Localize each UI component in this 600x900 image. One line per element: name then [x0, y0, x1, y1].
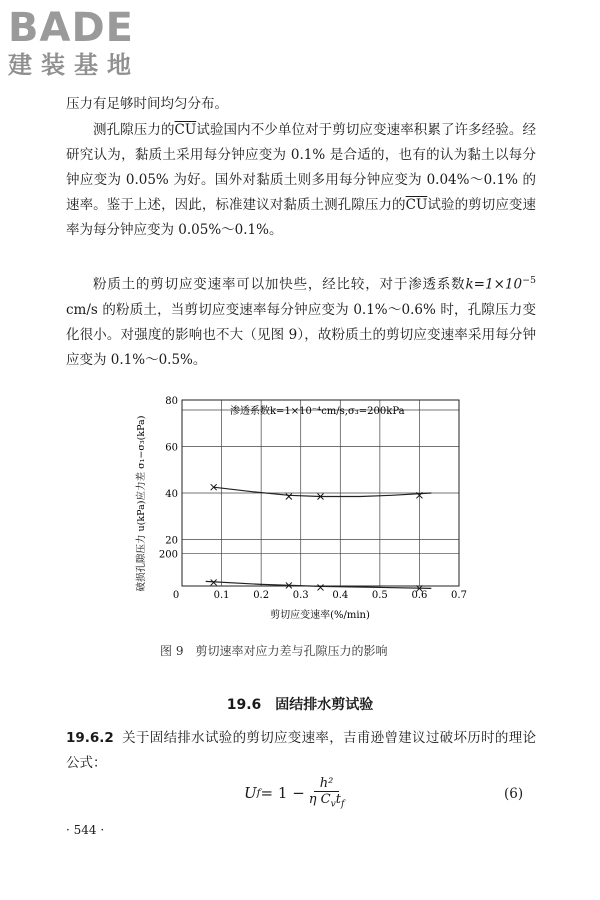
- chart-title: 渗透系数k=1×10⁻⁴cm/s,σ₃=200kPa: [230, 406, 405, 417]
- y-tick-labels: [165, 396, 178, 547]
- section-heading: 19.6 固结排水剪试验: [226, 697, 374, 713]
- page-number: · 544 ·: [66, 823, 105, 837]
- p2-mid: 试验国内不少单位对于剪切应变速率积累了许多经验。经研究认为，黏质土采用每分钟应变为 0.1% 是合适的，也有的认为黏土以每分钟应变为 0.05% 为好。国外对黏质土则多用每分钟应变为 0.04%～0.1% 的速率。鉴于上述，因此，标准建议对黏质土测孔隙压力的: [66, 122, 537, 213]
- x-tick-label: 0.7: [451, 590, 467, 601]
- x-tick-label: 0.5: [371, 590, 388, 601]
- formula-fraction: [309, 776, 345, 810]
- paragraph-silt: [66, 268, 536, 373]
- formula-denominator: [309, 792, 345, 810]
- figure-9-chart: [120, 388, 480, 628]
- formula-6: [244, 776, 344, 810]
- x-tick-label: 0.4: [332, 590, 349, 601]
- paragraph-continuation: 压力有足够时间均匀分布。: [66, 96, 228, 112]
- y-tick-label: 60: [165, 442, 178, 454]
- y-lower-tick-label: 200: [158, 549, 178, 561]
- x-tick-label: 0: [172, 590, 180, 601]
- pore-pressure-point: [318, 584, 324, 590]
- y-axis-label-upper: 应力差 σ₁−σ₃(kPa): [136, 415, 147, 501]
- formula-numerator: h²: [314, 776, 340, 792]
- chart-points: [211, 484, 423, 591]
- site-logo: [8, 6, 178, 80]
- paragraph-cu-test: [66, 118, 536, 243]
- y-axis-label-lower: 破损孔隙压力 u(kPa): [136, 500, 147, 592]
- p3-before: 粉质土的剪切应变速率可以加快些，经比较，对于渗透系数: [93, 276, 466, 293]
- y-tick-label: 20: [165, 535, 178, 547]
- cu-symbol: $\overline{CU}$: [405, 197, 428, 213]
- x-tick-label: 0.1: [213, 590, 230, 601]
- logo-subtitle: 建装基地: [8, 51, 140, 79]
- formula-lhs: U: [244, 783, 257, 802]
- x-axis-label: 剪切应变速率(%/min): [270, 610, 370, 621]
- p3-exp: −5: [522, 275, 536, 286]
- formula-lhs-sub: f: [256, 786, 261, 799]
- logo-wordmark: BADE: [8, 5, 134, 51]
- formula-mid: = 1 −: [260, 783, 305, 802]
- x-tick-label: 0.6: [411, 590, 428, 601]
- x-tick-labels: [173, 590, 467, 601]
- cu-symbol: $\overline{CU}$: [174, 122, 197, 138]
- x-tick-label: 0.2: [253, 590, 270, 601]
- den-t: t: [335, 792, 342, 807]
- y-lower-tick-labels: [159, 549, 178, 628]
- figure-caption: 图 9 剪切速率对应力差与孔隙压力的影响: [160, 644, 388, 658]
- chart-curves: [206, 487, 432, 588]
- p3-after: cm/s 的粉质土，当剪切应变速率每分钟应变为 0.1%～0.6% 时，孔隙压力变化很小。对强度的影响也不大（见图 9），故粉质土的剪切应变速率采用每分钟应变为 0.1%～0.5%。: [66, 301, 536, 368]
- clause-19-6-2: [66, 726, 536, 776]
- p3-k: k=1×10: [465, 276, 523, 293]
- p2-after: 试验的剪切应变速率为每分钟应变为 0.05%～0.1%。: [66, 197, 537, 238]
- y-tick-label: 80: [165, 396, 178, 407]
- p2-before: 测孔隙压力的: [93, 122, 175, 138]
- y-tick-label: 40: [165, 489, 178, 500]
- equation-number: (6): [504, 786, 524, 802]
- den-eta: η C: [308, 792, 331, 807]
- x-tick-label: 0.3: [292, 590, 309, 601]
- stress-difference-point: [286, 493, 292, 499]
- clause-text: 关于固结排水试验的剪切应变速率，吉甫逊曾建议过破坏历时的理论公式：: [66, 730, 536, 771]
- den-v: v: [330, 799, 336, 810]
- den-f: f: [341, 799, 345, 810]
- clause-number: 19.6.2: [66, 730, 114, 746]
